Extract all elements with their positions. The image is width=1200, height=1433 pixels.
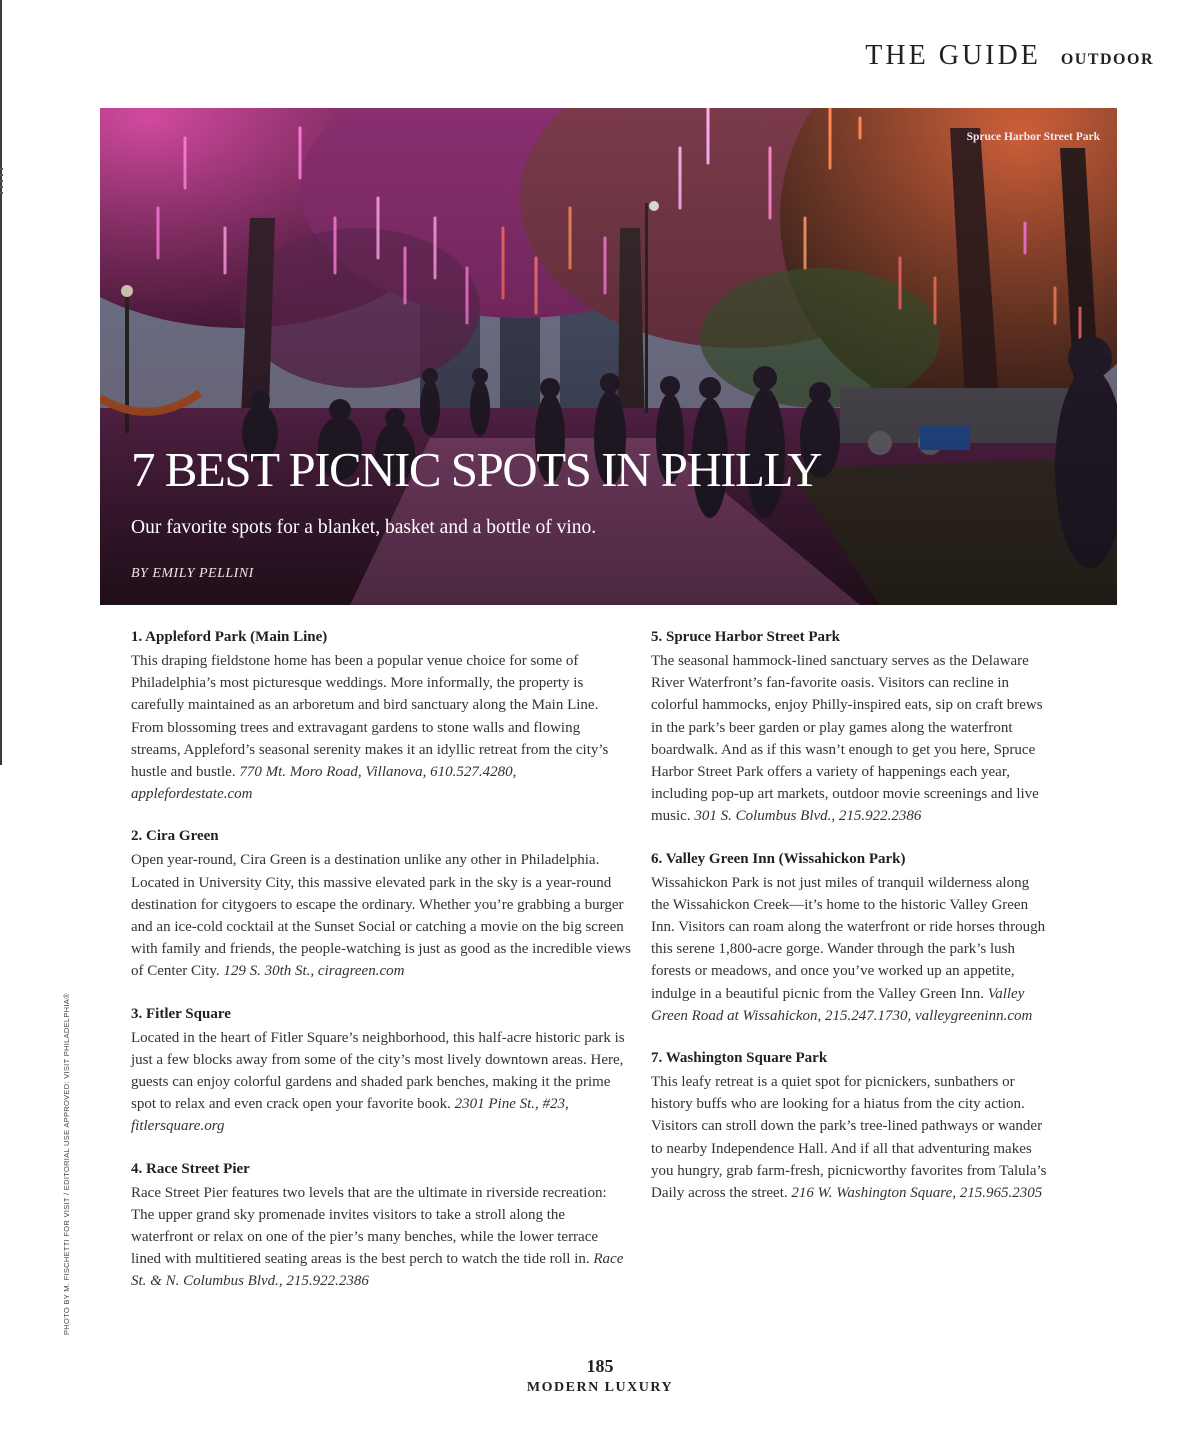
entry-address: 770 Mt. Moro Road, Villanova, 610.527.4280, applefordestate.com xyxy=(131,764,517,803)
entry-title: 7. Washington Square Park xyxy=(651,1050,828,1067)
entry-body: Race Street Pier features two levels that are the ultimate in riverside recreation: The upper grand sky promenade invites visitors to take a stroll along the waterfront or relax on one of the pier’s many benches, while the lower terrace lined with multitiered seating areas is the best perch to watch the tide roll in. xyxy=(131,1184,607,1268)
entry-title: 3. Fitler Square xyxy=(131,1005,231,1022)
entry-text xyxy=(651,872,1051,1027)
hero-photo xyxy=(100,108,1117,605)
entry-title: 2. Cira Green xyxy=(131,828,219,845)
entry-text xyxy=(131,1027,631,1138)
entry-title: 1. Appleford Park (Main Line) xyxy=(131,629,328,645)
section-label: OUTDOOR xyxy=(1060,51,1154,68)
guide-title: THE GUIDE xyxy=(865,40,1041,71)
article-dek: Our favorite spots for a blanket, basket and a bottle of vino. xyxy=(131,517,597,538)
entry-title: 6. Valley Green Inn (Wissahickon Park) xyxy=(651,850,906,867)
article-byline: BY EMILY PELLINI xyxy=(131,566,254,581)
list-item xyxy=(651,627,1051,828)
right-column xyxy=(651,627,1051,1225)
list-item xyxy=(131,1159,631,1293)
entry-body: This leafy retreat is a quiet spot for picnickers, sunbathers or history buffs who are looking for a hiatus from the city action. Visitors can stroll down the park’s tree-lined pathways or wander to nearby Independence Hall. And if all that adventuring makes you hungry, grab farm-fresh, picnicworthy favorites from Talula’s Daily across the street. xyxy=(651,1074,1047,1202)
entry-text xyxy=(131,849,631,982)
page-edge-ticks xyxy=(0,168,3,198)
entry-body: Open year-round, Cira Green is a destination unlike any other in Philadelphia. Located in University City, this massive elevated park in the sky is a year-round destination for citygoers to escape the ordinary. Whether you’re grabbing a burger and an ice-cold cocktail at the Sunset Social or catching a movie on the big screen with family and friends, the people-watching is just as good as the incredible views of Center City. xyxy=(131,852,631,980)
entry-body: Wissahickon Park is not just miles of tranquil wilderness along the Wissahickon Creek—it’s home to the historic Valley Green Inn. Visitors can roam along the waterfront or ride horses through this serene 1,800-acre gorge. Wander through the park’s lush forests or meadows, and once you’ve worked up an appetite, indulge in a beautiful picnic from the Valley Green Inn. xyxy=(651,874,1046,1002)
magazine-name: MODERN LUXURY xyxy=(526,1380,674,1395)
entry-address: 301 S. Columbus Blvd., 215.922.2386 xyxy=(694,808,922,825)
photo-caption: Spruce Harbor Street Park xyxy=(966,131,1100,143)
entry-title: 5. Spruce Harbor Street Park xyxy=(651,629,841,645)
page-header xyxy=(865,40,1154,72)
list-item xyxy=(131,627,631,805)
entry-body: The seasonal hammock-lined sanctuary serves as the Delaware River Waterfront’s fan-favorite oasis. Visitors can recline in colorful hammocks, enjoy Philly-inspired eats, sip on craft brews in the park’s beer garden or play games along the waterfront boardwalk. And as if this wasn’t enough to get you here, Spruce Harbor Street Park offers a variety of happenings each year, including pop-up art markets, outdoor movie screenings and live music. xyxy=(651,653,1043,825)
entry-text xyxy=(131,1182,631,1293)
article-headline: 7 BEST PICNIC SPOTS IN PHILLY xyxy=(131,442,821,497)
list-item xyxy=(131,826,631,982)
list-item xyxy=(651,1048,1051,1204)
page-edge-line xyxy=(0,0,2,765)
entry-text xyxy=(131,650,631,805)
entry-body: Located in the heart of Fitler Square’s neighborhood, this half-acre historic park is just a few blocks away from some of the city’s most lively downtown areas. Here, guests can enjoy colorful gardens and shaded park benches, making it the prime spot to relax and even crack open your favorite book. xyxy=(131,1029,625,1113)
entry-body: This draping fieldstone home has been a popular venue choice for some of Philadelphia’s most picturesque weddings. More informally, the property is carefully maintained as an arboretum and bird sanctuary along the Main Line. From blossoming trees and extravagant gardens to stone walls and flowing streams, Appleford’s seasonal serenity makes it an idyllic retreat from the city’s hustle and bustle. xyxy=(131,653,609,781)
entry-title: 4. Race Street Pier xyxy=(131,1160,250,1177)
list-item xyxy=(131,1004,631,1138)
photo-credit: PHOTO BY M. FISCHETTI FOR VISIT / EDITORIAL USE APPROVED: VISIT PHILADELPHIA® xyxy=(62,993,71,1335)
entry-address: Race St. & N. Columbus Blvd., 215.922.2386 xyxy=(131,1251,624,1290)
entry-address: Valley Green Road at Wissahickon, 215.247.1730, valleygreeninn.com xyxy=(651,985,1033,1024)
list-item xyxy=(651,849,1051,1027)
entry-address: 2301 Pine St., #23, fitlersquare.org xyxy=(131,1096,569,1135)
left-column xyxy=(131,627,631,1314)
entry-text xyxy=(651,1071,1051,1204)
page-number: 185 xyxy=(586,1356,614,1376)
entry-text xyxy=(651,650,1051,828)
entry-address: 129 S. 30th St., ciragreen.com xyxy=(223,963,405,980)
entry-address: 216 W. Washington Square, 215.965.2305 xyxy=(791,1185,1043,1202)
